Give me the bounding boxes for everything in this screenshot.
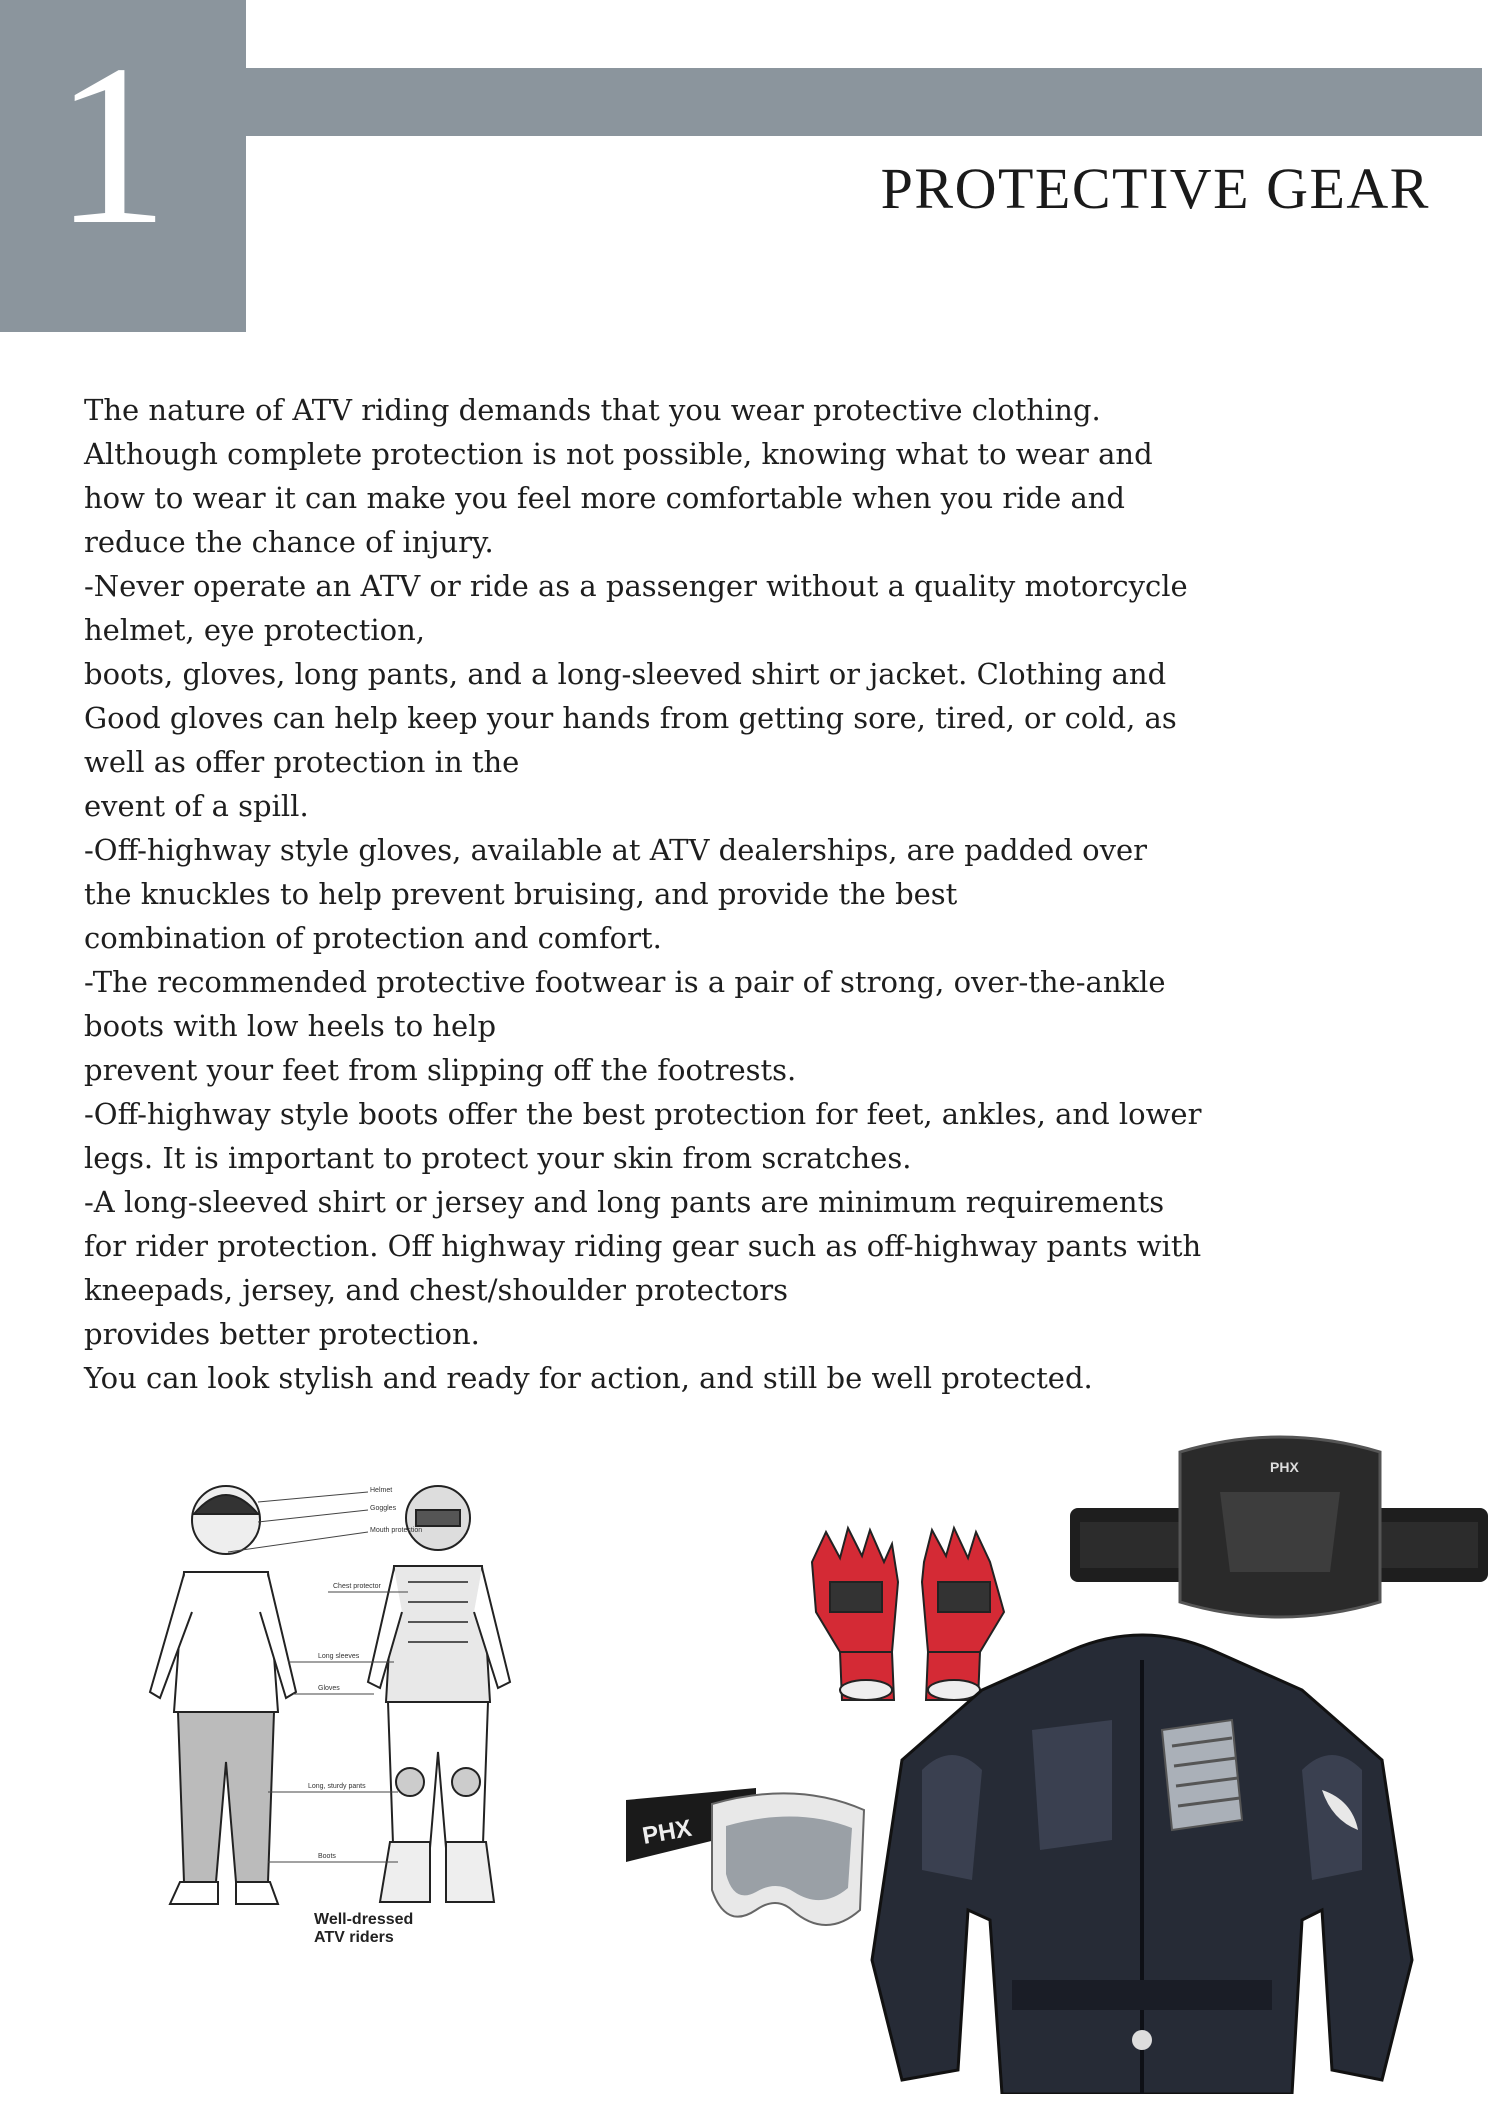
- armored-jacket-photo: [862, 1620, 1420, 2094]
- label-long-pants: Long, sturdy pants: [308, 1783, 366, 1790]
- chapter-block: [0, 0, 246, 332]
- label-goggles: Goggles: [370, 1505, 397, 1512]
- body-line: -Off-highway style gloves, available at ATV dealerships, are padded over: [84, 833, 1147, 867]
- label-mouth-protection: Mouth protection: [370, 1527, 423, 1534]
- body-line: combination of protection and comfort.: [84, 921, 662, 955]
- label-boots: Boots: [318, 1853, 336, 1860]
- illustration-caption-line2: ATV riders: [314, 1929, 394, 1946]
- goggles-photo: [626, 1770, 870, 1960]
- body-line: the knuckles to help prevent bruising, and provide the best: [84, 877, 958, 911]
- goggles-brand: PHX: [640, 1814, 694, 1850]
- body-line: boots, gloves, long pants, and a long-sleeved shirt or jacket. Clothing and: [84, 657, 1167, 691]
- body-line: kneepads, jersey, and chest/shoulder protectors: [84, 1273, 789, 1307]
- body-line: provides better protection.: [84, 1317, 480, 1351]
- body-line: -The recommended protective footwear is a pair of strong, over-the-ankle: [84, 965, 1166, 999]
- body-line: how to wear it can make you feel more comfortable when you ride and: [84, 481, 1125, 515]
- body-line: well as offer protection in the: [84, 745, 520, 779]
- body-line: -Off-highway style boots offer the best protection for feet, ankles, and lower: [84, 1097, 1202, 1131]
- body-line: reduce the chance of injury.: [84, 525, 494, 559]
- illustration-caption-line1: Well-dressed: [314, 1911, 414, 1928]
- chapter-title: PROTECTIVE GEAR: [880, 156, 1430, 221]
- body-line: You can look stylish and ready for action, and still be well protected.: [84, 1361, 1093, 1395]
- chest-protector-photo: [1070, 1432, 1488, 1632]
- body-line: boots with low heels to help: [84, 1009, 497, 1043]
- body-line: prevent your feet from slipping off the footrests.: [84, 1053, 797, 1087]
- body-line: Good gloves can help keep your hands from getting sore, tired, or cold, as: [84, 701, 1177, 735]
- header-band: [246, 68, 1482, 136]
- body-line: legs. It is important to protect your skin from scratches.: [84, 1141, 912, 1175]
- geared-rider-figure: [368, 1486, 510, 1902]
- body-line: The nature of ATV riding demands that you wear protective clothing.: [84, 393, 1101, 427]
- well-dressed-riders-illustration: [118, 1462, 558, 1952]
- body-line: for rider protection. Off highway riding gear such as off-highway pants with: [84, 1229, 1202, 1263]
- body-line: -Never operate an ATV or ride as a passenger without a quality motorcycle: [84, 569, 1188, 603]
- label-helmet: Helmet: [370, 1487, 393, 1494]
- body-text: [84, 388, 1304, 1400]
- body-line: event of a spill.: [84, 789, 309, 823]
- body-line: helmet, eye protection,: [84, 613, 426, 647]
- label-chest-protector: Chest protector: [333, 1583, 381, 1590]
- chest-protector-brand: PHX: [1270, 1459, 1299, 1475]
- chapter-number: 1: [54, 17, 169, 272]
- body-line: -A long-sleeved shirt or jersey and long pants are minimum requirements: [84, 1185, 1165, 1219]
- body-line: Although complete protection is not possible, knowing what to wear and: [84, 437, 1153, 471]
- casual-rider-figure: [150, 1486, 296, 1904]
- label-long-sleeves: Long sleeves: [318, 1653, 360, 1660]
- label-gloves: Gloves: [318, 1685, 340, 1692]
